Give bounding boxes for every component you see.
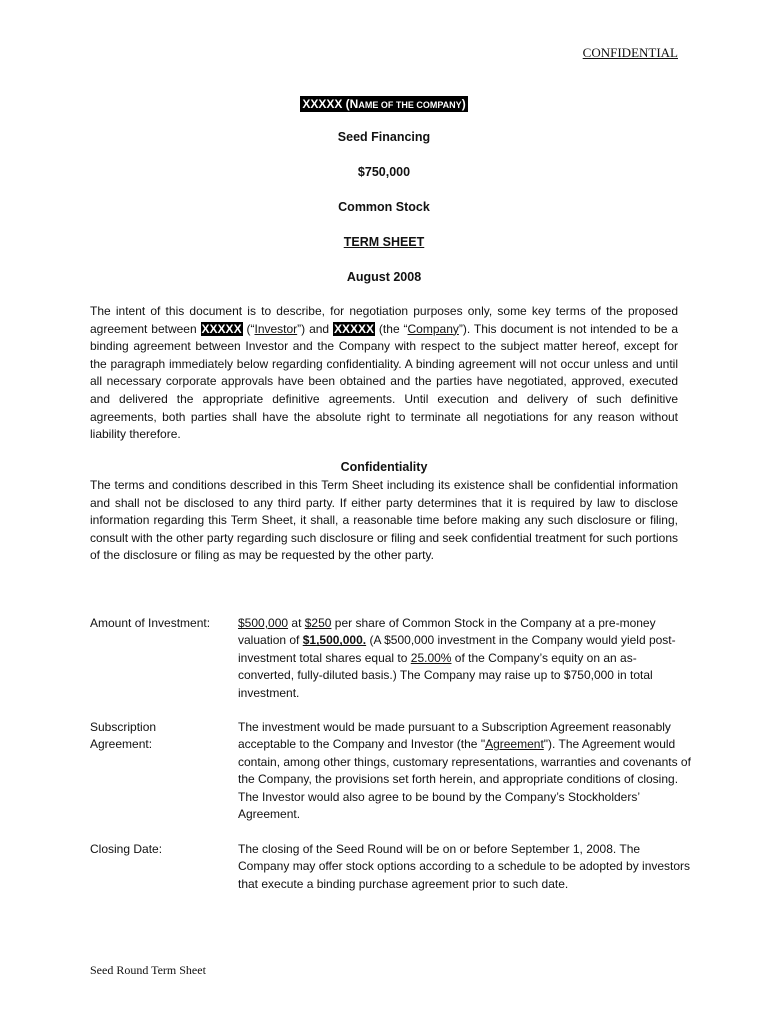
confidentiality-heading: Confidentiality (340, 460, 428, 474)
confidentiality-paragraph: The terms and conditions described in this Term Sheet including its existence shall be confidential information and shall not be disclosed to any third party. If either party determines that it is required by law to disclose information regarding this Term Sheet, it shall, a reasonable time before making any such disclosure or filing, consult with the other party regarding such disclosure or filing and seek confidential treatment for such portions of the disclosure or filing as may be requested by the other party. (90, 478, 678, 563)
intro-paragraph (90, 303, 678, 444)
company-defined-term: Company (407, 321, 459, 336)
investment-text-3: (A $500,000 investment in the Company would yield post-investment total shares equal to (238, 633, 676, 665)
intro-text-2: (“ (242, 321, 255, 336)
term-value (238, 615, 692, 702)
company-name-redacted (300, 96, 467, 112)
title-amount: $750,000 (357, 165, 411, 179)
investor-redacted: XXXXX (201, 321, 242, 336)
company-placeholder: XXXXX (302, 97, 343, 111)
investment-text-2: per share of Common Stock in the Company at a pre-money valuation of (238, 616, 656, 648)
investment-amount: $500,000 (238, 616, 289, 630)
subscription-text-1: The investment would be made pursuant to a Subscription Agreement reasonably acceptable to the Company and Investor (the " (238, 720, 671, 752)
equity-percent: 25.00% (410, 650, 452, 665)
pre-money-valuation: $1,500,000. (302, 633, 367, 648)
term-label-line-1: Subscription (90, 720, 157, 734)
title-stock-type: Common Stock (338, 200, 430, 214)
investment-text-1: at (288, 616, 305, 630)
title-date: August 2008 (346, 270, 422, 284)
intro-text-3: ”) and (297, 321, 333, 336)
investment-text-4: of the Company’s equity on an as-converted, fully-diluted basis.) The Company may raise up to $750,000 in total investment. (238, 650, 653, 700)
term-value: The closing of the Seed Round will be on or before September 1, 2008. The Company may offer stock options according to a schedule to be adopted by investors that execute a binding purchase agreement prior to such date. (238, 842, 691, 891)
company-name-close: ) (461, 97, 466, 111)
company-name-line (0, 95, 768, 113)
agreement-defined-term: Agreement (485, 737, 544, 752)
company-name-open: (N (342, 97, 359, 111)
company-name-smallcaps: AME OF THE COMPANY (358, 100, 462, 110)
intro-text-1: The intent of this document is to describe, for negotiation purposes only, some key terms of the proposed agreement between (90, 304, 678, 336)
title-term-sheet: TERM SHEET (343, 235, 425, 249)
company-redacted: XXXXX (334, 321, 375, 336)
intro-text-5: ”). This document is not intended to be a binding agreement between Investor and the Company with respect to the subject matter hereof, except for the paragraph immediately below regarding confidentiality. A binding agreement will not occur unless and until all necessary corporate approvals have been obtained and the parties have negotiated, approved, executed and delivered the appropriate definitive agreements. Until execution and delivery of such definitive agreements, both parties shall have the absolute right to terminate all negotiations for any reason without liability therefore. (90, 321, 679, 442)
subscription-text-2: "). The Agreement would contain, among other things, customary representations, warranties and covenants of the Company, the provisions set forth herein, and appropriate conditions of closing. The Investor would also agree to be bound by the Company’s Stockholders’ Agreement. (238, 737, 691, 822)
term-value (238, 719, 692, 823)
title-seed-financing: Seed Financing (337, 130, 431, 144)
confidential-header: CONFIDENTIAL (582, 45, 678, 60)
intro-text-4: (the “ (375, 321, 408, 336)
term-label: Amount of Investment: (90, 616, 211, 630)
term-label (90, 719, 230, 754)
investor-defined-term: Investor (254, 321, 298, 336)
term-label: Closing Date: (90, 842, 163, 856)
page-footer: Seed Round Term Sheet (90, 963, 206, 977)
term-label-line-2: Agreement: (90, 737, 153, 752)
share-price: $250 (304, 616, 332, 630)
